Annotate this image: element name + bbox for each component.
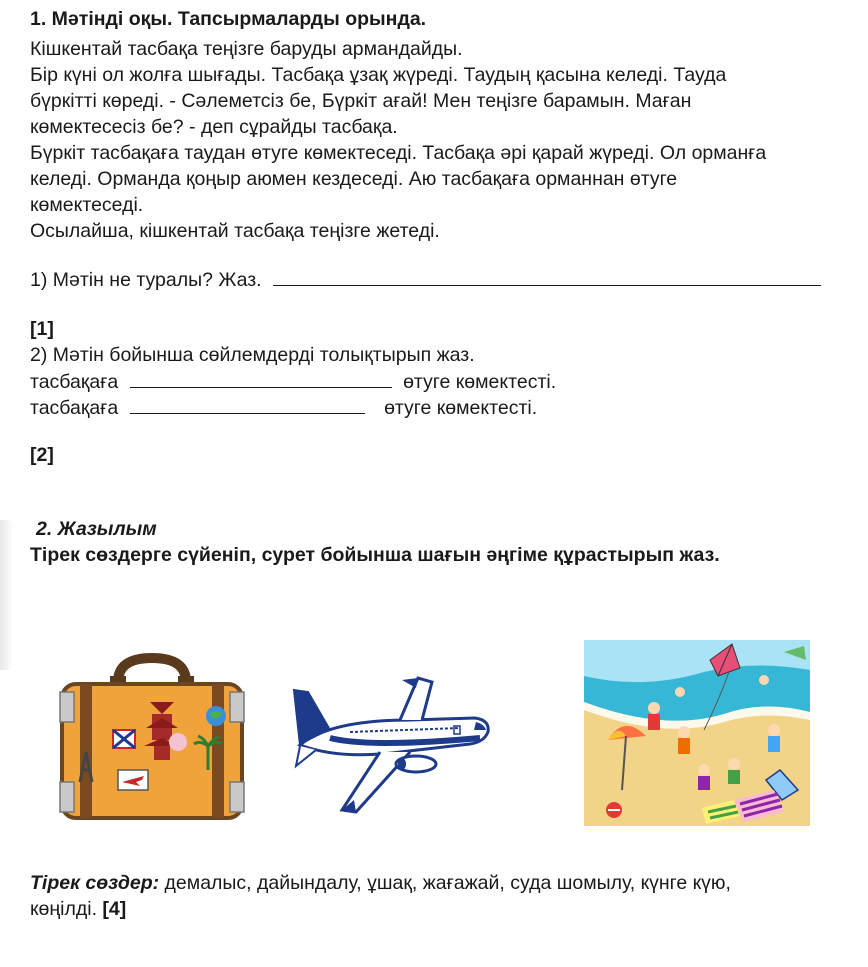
answer-blank-1[interactable] — [273, 268, 821, 286]
sentence-1-start: тасбақаға — [30, 371, 119, 393]
support-words-line-2 — [30, 898, 126, 921]
sentence-2-start: тасбақаға — [30, 397, 119, 419]
support-words-line — [30, 872, 731, 895]
sentence-2-end: өтуге көмектесті. — [384, 397, 538, 419]
text-line: келеді. Орманда қоңыр аюмен кездеседі. Аю тасбақаға орманнан өтуге — [30, 168, 678, 190]
answer-blank-3[interactable] — [130, 396, 365, 414]
page-edge-shadow — [0, 520, 14, 670]
sentence-2 — [30, 396, 537, 420]
text-line: көмектеседі. — [30, 194, 144, 216]
text-line: көмектесесіз бе? - деп сұрайды тасбақа. — [30, 116, 398, 138]
text-line: Осылайша, кішкентай тасбақа теңізге жетеді. — [30, 220, 440, 242]
sentence-1-end: өтуге көмектесті. — [403, 371, 557, 393]
task1-heading: 1. Мәтінді оқы. Тапсырмаларды орында. — [30, 8, 427, 30]
support-words: демалыс, дайындалу, ұшақ, жағажай, суда шомылу, күнге күю, — [159, 872, 731, 894]
sentence-1 — [30, 370, 556, 394]
text-line: Бір күні ол жолға шығады. Тасбақа ұзақ жүреді. Таудың қасына келеді. Тауда — [30, 64, 727, 86]
suitcase-image — [58, 652, 246, 822]
question-1 — [30, 268, 821, 292]
score-task2: [4] — [102, 898, 127, 920]
text-line: бүркітті көреді. - Сәлеметсіз бе, Бүркіт ағай! Мен теңізге барамын. Маған — [30, 90, 692, 112]
question-1-text: 1) Мәтін не туралы? Жаз. — [30, 269, 262, 291]
score-q1: [1] — [30, 318, 54, 340]
task2-instruction: Тірек сөздерге сүйеніп, сурет бойынша шағын әңгіме құрастырып жаз. — [30, 544, 720, 566]
text-line: Кішкентай тасбақа теңізге баруды армандайды. — [30, 38, 463, 60]
answer-blank-2[interactable] — [130, 370, 392, 388]
question-2-text: 2) Мәтін бойынша сөйлемдерді толықтырып жаз. — [30, 344, 475, 366]
airplane-image — [290, 670, 495, 820]
support-words-label: Тірек сөздер: — [30, 872, 160, 894]
task2-heading: 2. Жазылым — [36, 518, 157, 540]
score-q2: [2] — [30, 444, 54, 466]
text-line: Бүркіт тасбақаға таудан өтуге көмектеседі. Тасбақа әрі қарай жүреді. Ол орманға — [30, 142, 767, 164]
beach-image — [584, 640, 810, 826]
support-words-end: көңілді. — [30, 898, 97, 920]
